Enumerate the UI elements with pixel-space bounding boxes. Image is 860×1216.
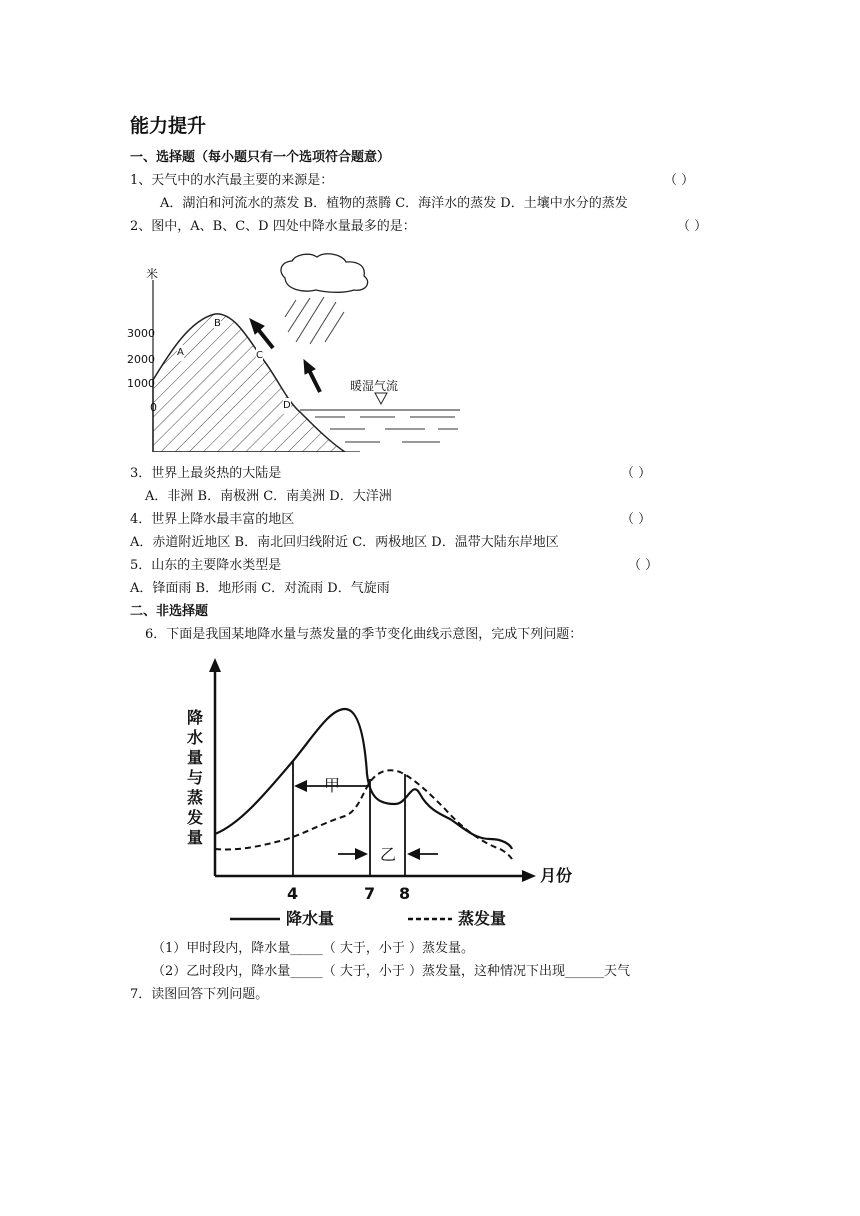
fig1-point-b: B [214,316,221,332]
fig2-legend-precipitation: 降水量 [286,909,335,928]
fig1-point-a: A [177,345,184,361]
fig2-month-tick: 7 [364,884,376,903]
fig2-x-axis-label: 月份 [540,866,573,885]
fig1-tick: 2000 [127,353,155,366]
fig2-yi-label: 乙 [380,845,397,864]
q2-answer-blank[interactable]: （ ） [677,219,708,234]
precip-evap-chart [180,654,580,934]
fig1-point-d: D [283,398,291,414]
q5-options: A．锋面雨 B．地形雨 C．对流雨 D．气旋雨 [130,581,390,596]
q4-stem: 4．世界上降水最丰富的地区 [130,512,295,527]
q3-options: A．非洲 B．南极洲 C．南美洲 D．大洋洲 [145,489,392,504]
q5-answer-blank[interactable]: （ ） [628,558,659,573]
q4-options: A．赤道附近地区 B．南北回归线附近 C．两极地区 D．温带大陆东岸地区 [130,535,559,550]
q1-answer-blank[interactable]: （ ） [664,173,695,188]
q3-answer-blank[interactable]: （ ） [621,466,652,481]
fig1-unit: 米 [146,267,159,281]
q6-stem: 6．下面是我国某地降水量与蒸发量的季节变化曲线示意图，完成下列问题： [145,627,583,642]
q4-answer-blank[interactable]: （ ） [621,512,652,527]
q2-stem: 2、图中，A、B、C、D 四处中降水量最多的是： [130,219,416,234]
fig1-airflow-label: 暖湿气流 [350,379,399,393]
q6-sub1: （1）甲时段内，降水量_____（ 大于，小于 ）蒸发量。 [152,941,475,956]
q6-sub2: （2）乙时段内，降水量_____（ 大于，小于 ）蒸发量，这种情况下出现______天气 [152,964,631,979]
page-title: 能力提升 [130,115,207,137]
q1-options: A．湖泊和河流水的蒸发 B．植物的蒸腾 C．海洋水的蒸发 D．土壤中水分的蒸发 [160,196,628,211]
section-choice-heading: 一、选择题（每小题只有一个选项符合题意） [130,150,391,165]
fig2-month-tick: 4 [287,884,299,903]
fig2-y-axis-label: 降 水 量 与 蒸 发 量 [186,708,203,847]
fig2-legend-evaporation: 蒸发量 [458,909,507,928]
fig1-point-c: C [256,348,263,364]
q3-stem: 3．世界上最炎热的大陆是 [130,466,282,481]
q5-stem: 5．山东的主要降水类型是 [130,558,282,573]
fig2-jia-label: 甲 [324,776,341,795]
fig1-tick: 1000 [127,377,155,390]
q1-stem: 1、天气中的水汽最主要的来源是： [130,173,334,188]
section-nonchoice-heading: 二、非选择题 [130,604,209,619]
fig1-tick: 3000 [127,327,155,340]
fig1-tick: 0 [150,401,157,414]
orographic-rain-figure [120,252,465,452]
q7-stem: 7．读图回答下列问题。 [130,987,269,1002]
fig2-month-tick: 8 [399,884,411,903]
